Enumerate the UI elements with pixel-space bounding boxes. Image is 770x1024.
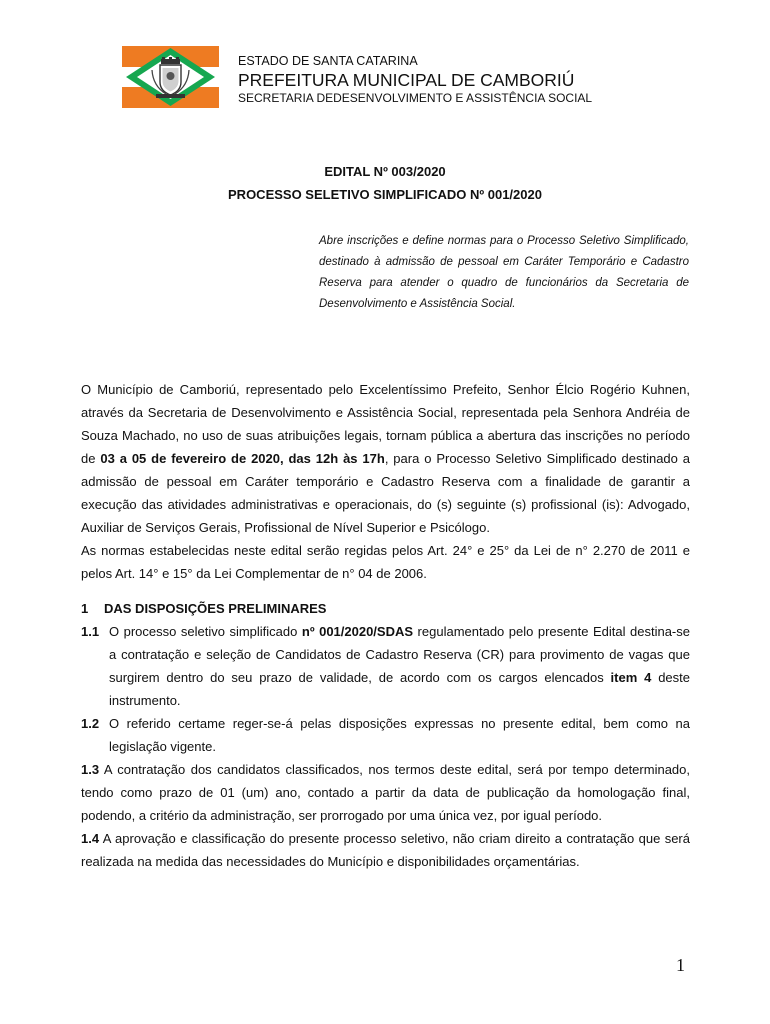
page-number: 1 <box>676 955 685 975</box>
state-name: ESTADO DE SANTA CATARINA <box>238 54 418 68</box>
intro-paragraph: O Município de Camboriú, representado pelo Excelentíssimo Prefeito, Senhor Élcio Rogério Kuhnen, através da Secretaria de Desenvolvimento e Assistência Social, representada pela Senhora Andréia de Souza Machado, no uso de suas atribuições legais, tornam pública a abertura das inscrições no período de 03 a 05 de fevereiro de 2020, das 12h às 17h, para o Processo Seletivo Simplificado destinado a admissão de pessoal em Caráter temporário e Cadastro Reserva com a finalidade de garantir a execução das atividades administrativas e operacionais, do (s) seguinte (s) profissional (is): Advogado, Auxiliar de Serviços Gerais, Profissional de Nível Superior e Psicólogo. <box>81 382 690 535</box>
secretariat-name: SECRETARIA DEDESENVOLVIMENTO E ASSISTÊNCIA SOCIAL <box>238 91 593 105</box>
section-title: DAS DISPOSIÇÕES PRELIMINARES <box>104 601 327 616</box>
prefecture-name: PREFEITURA MUNICIPAL DE CAMBORIÚ <box>238 70 575 90</box>
clause-1-2: 1.2 O referido certame reger-se-á pelas disposições expressas no presente edital, bem como na legislação vigente. <box>81 716 690 754</box>
norms-paragraph: As normas estabelecidas neste edital serão regidas pelos Art. 24° e 25° da Lei de n° 2.270 de 2011 e pelos Art. 14° e 15° da Lei Complementar de n° 04 de 2006. <box>81 543 690 581</box>
document-body <box>81 378 690 873</box>
clause-1-3: 1.3 A contratação dos candidatos classificados, nos termos deste edital, será por tempo determinado, tendo como prazo de 01 (um) ano, contado a partir da data de publicação da homologação final, podendo, a critério da administração, ser prorrogado por uma única vez, por igual período. <box>81 762 690 823</box>
edital-abstract: Abre inscrições e define normas para o Processo Seletivo Simplificado, destinado à admissão de pessoal em Caráter Temporário e Cadastro Reserva para atender o quadro de funcionários da Secretaria de Desenvolvimento e Assistência Social. <box>319 235 689 310</box>
clause-1-1: 1.1 O processo seletivo simplificado nº 001/2020/SDAS regulamentado pelo presente Edital destina-se a contratação e seleção de Candidatos de Cadastro Reserva (CR) para provimento de vagas que surgirem dentro do seu prazo de validade, de acordo com os cargos elencados item 4 deste instrumento. <box>81 624 690 708</box>
section-heading <box>81 597 690 620</box>
edital-title: EDITAL Nº 003/2020 <box>324 164 446 179</box>
section-number: 1 <box>81 601 89 616</box>
registration-period: 03 a 05 de fevereiro de 2020, das 12h às 17h <box>100 451 385 466</box>
municipal-flag-logo <box>122 46 219 108</box>
letterhead <box>238 54 592 106</box>
clause-1-4: 1.4 A aprovação e classificação do presente processo seletivo, não criam direito a contratação que será realizada na medida das necessidades do Município e disponibilidades orçamentárias. <box>81 831 690 869</box>
process-title: PROCESSO SELETIVO SIMPLIFICADO Nº 001/2020 <box>228 187 542 202</box>
